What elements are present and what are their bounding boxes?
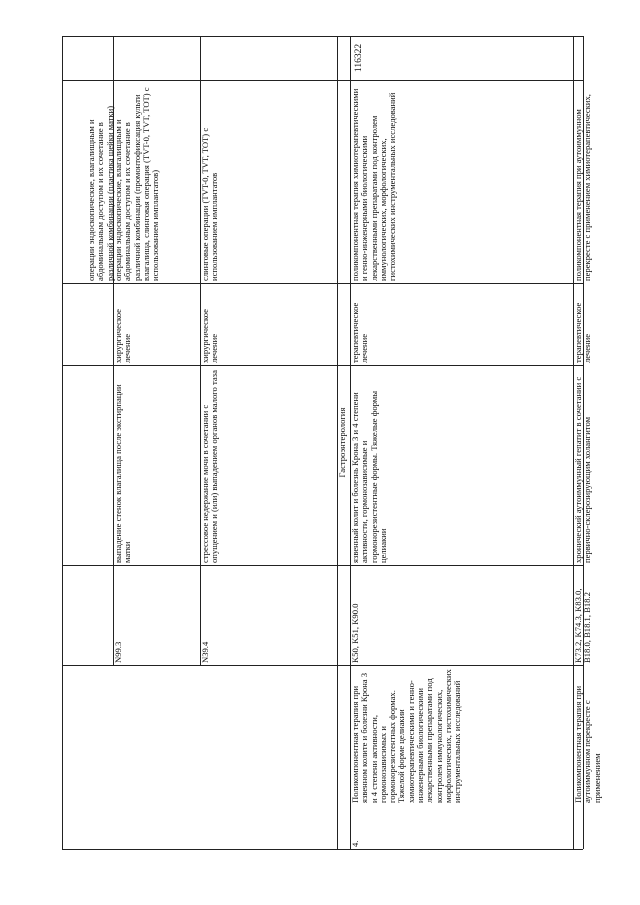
treatment-text-c: хирургическое лечение [200, 309, 220, 363]
rule [62, 36, 583, 37]
model-text-5: хронический аутоиммунный гепатит в сочетании с первично-склерозирующим холангитом [573, 376, 593, 563]
section-title: Гастроэнтерология [337, 407, 347, 478]
row-number-cell [350, 805, 573, 849]
code-text-c: N39.4 [200, 641, 210, 663]
code-text-5: K73.2, K74.3, K83.0, B18.0, B18.1, B18.2 [573, 588, 593, 663]
method-cell-c [200, 80, 337, 283]
treatment-cell-c [200, 283, 337, 365]
code-cell-5 [573, 565, 630, 665]
page-number: 116322 [354, 43, 364, 73]
method-cell-5 [573, 80, 630, 283]
treatment-cell-4 [350, 283, 573, 365]
method-text-5: поликомпонентная терапия при аутоиммунном перекресте с применением химиотерапевтических, [573, 94, 593, 281]
code-cell-b [113, 565, 200, 665]
method-cell-a [86, 80, 113, 283]
page-number-cell [354, 36, 370, 80]
treatment-cell-b [113, 283, 200, 365]
name-cell-4 [350, 665, 573, 805]
model-cell-c [200, 365, 337, 565]
model-text-4: язвенный колит и болезнь Крона 3 и 4 степени активности, гормонозависимые и гормонорезистентные формы. Тяжелые формы целиакии [350, 390, 388, 563]
model-text-b: выпадение стенок влагалища после экстирпации матки [113, 384, 133, 563]
model-cell-5 [573, 365, 630, 565]
model-cell-b [113, 365, 200, 565]
method-text-a: операции эндоскопические, влагалищным и абдоминальным доступом и их сочетание в различной комбинации (пластика шейки матки) [86, 105, 115, 281]
row-number: 4. [350, 840, 360, 847]
treatment-text-5: терапевтическое лечение [573, 302, 593, 363]
method-text-b: операции эндоскопические, влагалищным и абдоминальным доступом и их сочетание в различной комбинации (промонтофиксация культи влагалища, слинговая операция (TVT-0, TVT, TOT) с использованием имплантатов) [113, 87, 161, 281]
code-cell-4 [350, 565, 573, 665]
method-cell-4 [350, 80, 573, 283]
method-cell-b [113, 80, 200, 283]
section-band [337, 36, 350, 849]
treatment-text-4: терапевтическое лечение [350, 302, 370, 363]
treatment-cell-5 [573, 283, 630, 365]
name-text-5: Поликомпонентная терапия при аутоиммунном перекресте с применением [573, 685, 602, 803]
model-text-c: стрессовое недержание мочи в сочетании с опущением и (или) выпадением органов малого таза [200, 370, 220, 563]
name-cell-5 [573, 665, 630, 805]
rule [62, 36, 63, 849]
code-text-b: N99.3 [113, 641, 123, 663]
method-text-c: слинговые операции (TVT-0, TVT, TOT) с использованием имплантатов [200, 127, 220, 281]
treatment-text-b: хирургическое лечение [113, 309, 133, 363]
code-cell-c [200, 565, 337, 665]
code-text-4: K50, K51, K90.0 [350, 603, 360, 663]
name-text-4: Поликомпонентная терапия при язвенном колите и болезни Крона 3 и 4 степени активности, гормонозависимых и гормонорезистентных формах. Тяжелой форме целиакии химиотерапевтическими и генно-инженерными биологическими лекарственными препаратами под контролем иммунологических, морфологических, гистохимических инструментальных исследований [350, 669, 463, 803]
model-cell-4 [350, 365, 573, 565]
rule [62, 849, 583, 850]
method-text-4: поликомпонентная терапия химиотерапевтическими и генно-инженерными биологическими лекарственными препаратами под контролем иммунологических, морфологических, гистохимических инструментальных исследований [350, 88, 398, 281]
